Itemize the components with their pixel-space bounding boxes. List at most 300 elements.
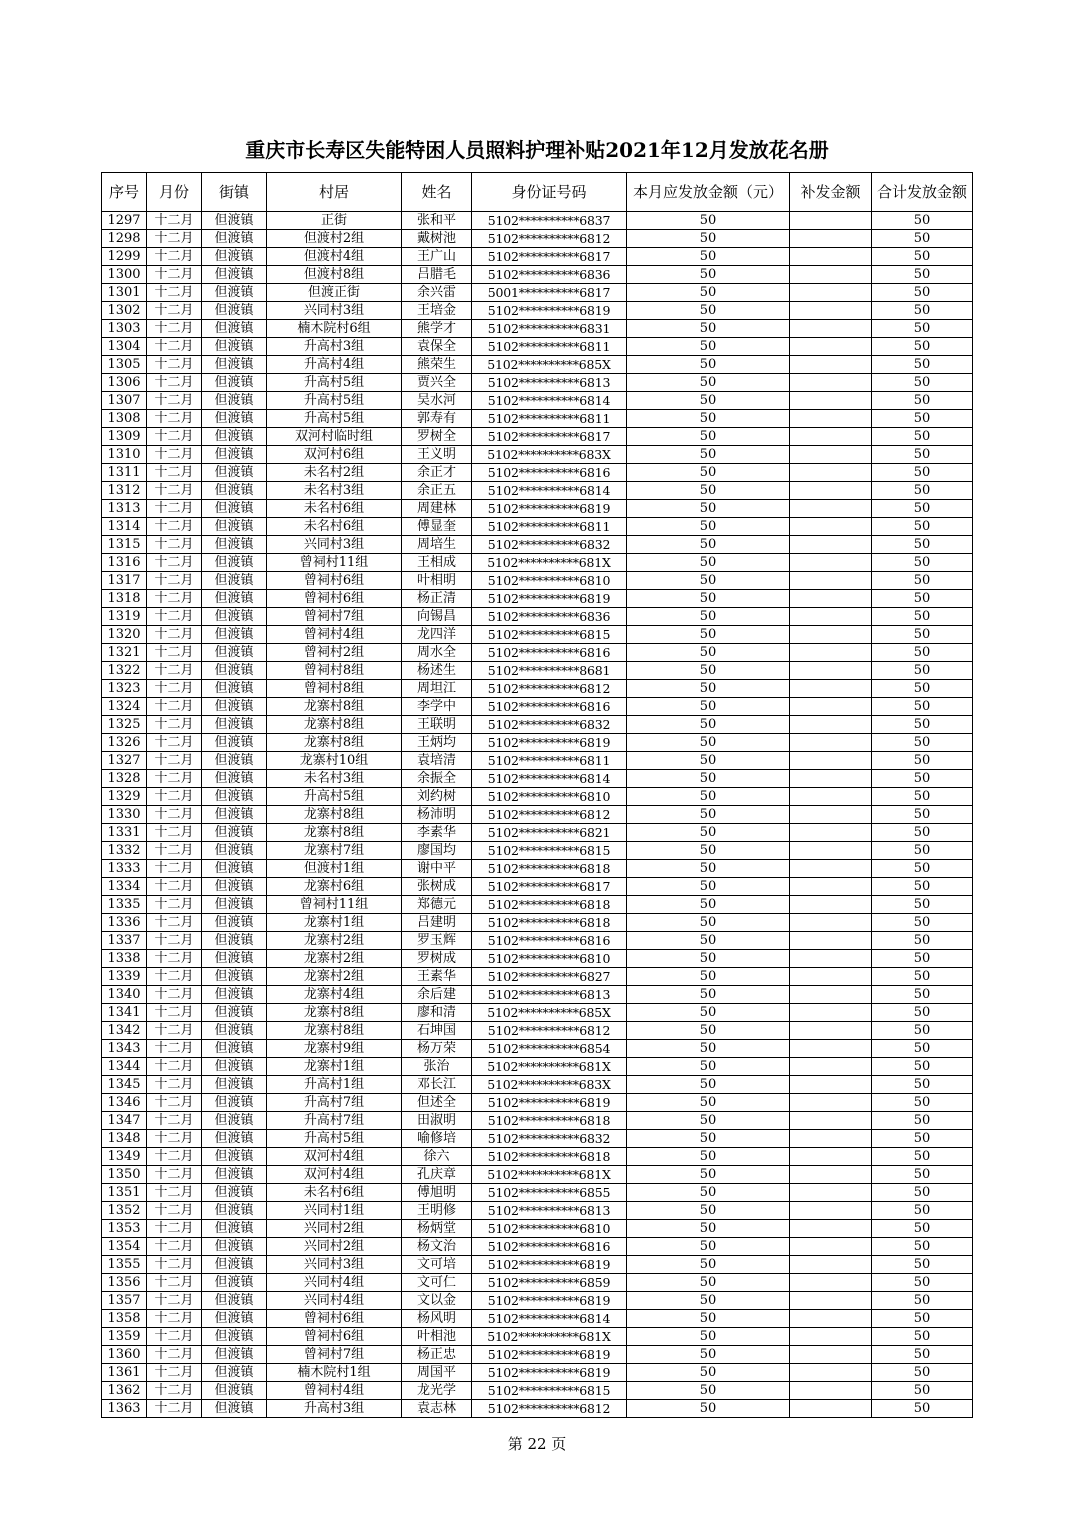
- cell-month: 十二月: [147, 374, 202, 392]
- cell-name: 郭寿有: [402, 410, 472, 428]
- cell-seq: 1344: [102, 1058, 147, 1076]
- cell-total: 50: [872, 428, 973, 446]
- cell-month: 十二月: [147, 716, 202, 734]
- cell-month: 十二月: [147, 896, 202, 914]
- cell-amount-due: 50: [627, 608, 790, 626]
- cell-amount-due: 50: [627, 716, 790, 734]
- cell-amount-due: 50: [627, 1004, 790, 1022]
- cell-town: 但渡镇: [202, 1292, 267, 1310]
- cell-amount-due: 50: [627, 1202, 790, 1220]
- cell-total: 50: [872, 1094, 973, 1112]
- cell-total: 50: [872, 644, 973, 662]
- cell-supplement: [790, 644, 872, 662]
- cell-town: 但渡镇: [202, 608, 267, 626]
- cell-supplement: [790, 824, 872, 842]
- cell-village: 曾祠村7组: [267, 608, 402, 626]
- cell-name: 王明修: [402, 1202, 472, 1220]
- cell-supplement: [790, 1058, 872, 1076]
- cell-month: 十二月: [147, 914, 202, 932]
- table-row: [102, 266, 973, 284]
- table-row: [102, 824, 973, 842]
- cell-total: 50: [872, 338, 973, 356]
- cell-amount-due: 50: [627, 878, 790, 896]
- header-town: 街镇: [202, 173, 267, 212]
- cell-month: 十二月: [147, 392, 202, 410]
- cell-supplement: [790, 896, 872, 914]
- cell-town: 但渡镇: [202, 968, 267, 986]
- table-row: [102, 770, 973, 788]
- cell-total: 50: [872, 914, 973, 932]
- cell-village: 双河村6组: [267, 446, 402, 464]
- cell-id-number: 5102**********6819: [472, 1256, 627, 1274]
- cell-month: 十二月: [147, 842, 202, 860]
- cell-seq: 1339: [102, 968, 147, 986]
- cell-village: 曾祠村7组: [267, 1346, 402, 1364]
- cell-amount-due: 50: [627, 1220, 790, 1238]
- cell-amount-due: 50: [627, 662, 790, 680]
- cell-seq: 1320: [102, 626, 147, 644]
- cell-village: 未名村3组: [267, 770, 402, 788]
- cell-id-number: 5102**********6811: [472, 518, 627, 536]
- cell-amount-due: 50: [627, 284, 790, 302]
- cell-name: 周培生: [402, 536, 472, 554]
- cell-id-number: 5102**********6816: [472, 464, 627, 482]
- cell-town: 但渡镇: [202, 1058, 267, 1076]
- cell-name: 余正才: [402, 464, 472, 482]
- cell-town: 但渡镇: [202, 1382, 267, 1400]
- cell-total: 50: [872, 1220, 973, 1238]
- cell-supplement: [790, 752, 872, 770]
- cell-total: 50: [872, 320, 973, 338]
- cell-total: 50: [872, 1112, 973, 1130]
- cell-amount-due: 50: [627, 914, 790, 932]
- cell-total: 50: [872, 1166, 973, 1184]
- cell-seq: 1308: [102, 410, 147, 428]
- table-row: [102, 1166, 973, 1184]
- cell-total: 50: [872, 734, 973, 752]
- cell-seq: 1362: [102, 1382, 147, 1400]
- cell-supplement: [790, 1328, 872, 1346]
- cell-total: 50: [872, 1058, 973, 1076]
- cell-total: 50: [872, 1238, 973, 1256]
- cell-id-number: 5001**********6817: [472, 284, 627, 302]
- cell-supplement: [790, 698, 872, 716]
- cell-seq: 1304: [102, 338, 147, 356]
- cell-village: 兴同村3组: [267, 536, 402, 554]
- cell-supplement: [790, 284, 872, 302]
- cell-total: 50: [872, 500, 973, 518]
- cell-village: 但渡村8组: [267, 266, 402, 284]
- cell-id-number: 5102**********6812: [472, 230, 627, 248]
- cell-id-number: 5102**********6810: [472, 572, 627, 590]
- cell-town: 但渡镇: [202, 914, 267, 932]
- cell-total: 50: [872, 374, 973, 392]
- cell-name: 谢中平: [402, 860, 472, 878]
- cell-total: 50: [872, 698, 973, 716]
- cell-village: 兴同村3组: [267, 1256, 402, 1274]
- cell-month: 十二月: [147, 320, 202, 338]
- page-number: 第 22 页: [507, 1435, 567, 1453]
- cell-town: 但渡镇: [202, 698, 267, 716]
- cell-id-number: 5102**********681X: [472, 1328, 627, 1346]
- cell-id-number: 5102**********685X: [472, 356, 627, 374]
- table-row: [102, 482, 973, 500]
- cell-amount-due: 50: [627, 1274, 790, 1292]
- cell-month: 十二月: [147, 1202, 202, 1220]
- cell-village: 未名村6组: [267, 1184, 402, 1202]
- cell-id-number: 5102**********6817: [472, 878, 627, 896]
- cell-village: 龙寨村10组: [267, 752, 402, 770]
- cell-village: 但渡正街: [267, 284, 402, 302]
- cell-amount-due: 50: [627, 734, 790, 752]
- cell-id-number: 5102**********6812: [472, 1400, 627, 1418]
- cell-id-number: 5102**********6810: [472, 950, 627, 968]
- header-amount-due: 本月应发放金额（元）: [627, 173, 790, 212]
- cell-seq: 1338: [102, 950, 147, 968]
- cell-name: 吕腊毛: [402, 266, 472, 284]
- cell-town: 但渡镇: [202, 1346, 267, 1364]
- cell-town: 但渡镇: [202, 230, 267, 248]
- cell-name: 王广山: [402, 248, 472, 266]
- cell-amount-due: 50: [627, 1256, 790, 1274]
- cell-total: 50: [872, 1130, 973, 1148]
- cell-id-number: 5102**********6814: [472, 770, 627, 788]
- cell-id-number: 5102**********6811: [472, 752, 627, 770]
- table-row: [102, 1184, 973, 1202]
- cell-total: 50: [872, 302, 973, 320]
- cell-seq: 1302: [102, 302, 147, 320]
- cell-town: 但渡镇: [202, 734, 267, 752]
- cell-amount-due: 50: [627, 968, 790, 986]
- cell-town: 但渡镇: [202, 338, 267, 356]
- cell-name: 傅旭明: [402, 1184, 472, 1202]
- cell-name: 郑德元: [402, 896, 472, 914]
- cell-amount-due: 50: [627, 824, 790, 842]
- cell-town: 但渡镇: [202, 770, 267, 788]
- cell-village: 龙寨村2组: [267, 950, 402, 968]
- cell-village: 未名村6组: [267, 500, 402, 518]
- cell-village: 升高村5组: [267, 410, 402, 428]
- cell-id-number: 5102**********6815: [472, 626, 627, 644]
- cell-supplement: [790, 1004, 872, 1022]
- table-row: [102, 374, 973, 392]
- cell-month: 十二月: [147, 212, 202, 230]
- cell-supplement: [790, 608, 872, 626]
- table-row: [102, 446, 973, 464]
- cell-month: 十二月: [147, 752, 202, 770]
- cell-total: 50: [872, 1076, 973, 1094]
- cell-month: 十二月: [147, 662, 202, 680]
- cell-seq: 1360: [102, 1346, 147, 1364]
- cell-total: 50: [872, 788, 973, 806]
- cell-village: 曾祠村4组: [267, 626, 402, 644]
- table-body: [102, 212, 973, 1418]
- cell-id-number: 5102**********6811: [472, 338, 627, 356]
- cell-month: 十二月: [147, 266, 202, 284]
- table-row: [102, 1238, 973, 1256]
- cell-month: 十二月: [147, 788, 202, 806]
- cell-id-number: 5102**********6818: [472, 1112, 627, 1130]
- cell-town: 但渡镇: [202, 266, 267, 284]
- cell-month: 十二月: [147, 590, 202, 608]
- cell-village: 升高村3组: [267, 1400, 402, 1418]
- cell-name: 李学中: [402, 698, 472, 716]
- cell-village: 龙寨村2组: [267, 932, 402, 950]
- cell-month: 十二月: [147, 428, 202, 446]
- cell-supplement: [790, 410, 872, 428]
- table-row: [102, 338, 973, 356]
- cell-month: 十二月: [147, 1292, 202, 1310]
- cell-name: 杨风明: [402, 1310, 472, 1328]
- cell-month: 十二月: [147, 338, 202, 356]
- table-row: [102, 1148, 973, 1166]
- table-row: [102, 392, 973, 410]
- cell-id-number: 5102**********6813: [472, 986, 627, 1004]
- cell-village: 双河村4组: [267, 1166, 402, 1184]
- cell-village: 龙寨村1组: [267, 914, 402, 932]
- table-row: [102, 248, 973, 266]
- cell-village: 曾祠村2组: [267, 644, 402, 662]
- cell-name: 吕建明: [402, 914, 472, 932]
- cell-month: 十二月: [147, 1148, 202, 1166]
- cell-total: 50: [872, 860, 973, 878]
- cell-total: 50: [872, 1364, 973, 1382]
- cell-id-number: 5102**********6816: [472, 932, 627, 950]
- cell-month: 十二月: [147, 878, 202, 896]
- cell-supplement: [790, 986, 872, 1004]
- header-village: 村居: [267, 173, 402, 212]
- table-row: [102, 1382, 973, 1400]
- cell-seq: 1319: [102, 608, 147, 626]
- cell-supplement: [790, 788, 872, 806]
- cell-seq: 1331: [102, 824, 147, 842]
- cell-total: 50: [872, 1022, 973, 1040]
- cell-amount-due: 50: [627, 752, 790, 770]
- cell-id-number: 5102**********6827: [472, 968, 627, 986]
- cell-town: 但渡镇: [202, 680, 267, 698]
- cell-town: 但渡镇: [202, 320, 267, 338]
- cell-supplement: [790, 1148, 872, 1166]
- cell-total: 50: [872, 806, 973, 824]
- cell-amount-due: 50: [627, 302, 790, 320]
- cell-supplement: [790, 1022, 872, 1040]
- cell-month: 十二月: [147, 1274, 202, 1292]
- cell-month: 十二月: [147, 1040, 202, 1058]
- cell-town: 但渡镇: [202, 1040, 267, 1058]
- cell-town: 但渡镇: [202, 1004, 267, 1022]
- cell-seq: 1321: [102, 644, 147, 662]
- cell-name: 张治: [402, 1058, 472, 1076]
- table-row: [102, 518, 973, 536]
- cell-seq: 1299: [102, 248, 147, 266]
- cell-town: 但渡镇: [202, 248, 267, 266]
- cell-id-number: 5102**********6817: [472, 428, 627, 446]
- cell-village: 龙寨村8组: [267, 734, 402, 752]
- cell-name: 熊学才: [402, 320, 472, 338]
- cell-supplement: [790, 734, 872, 752]
- cell-total: 50: [872, 986, 973, 1004]
- cell-supplement: [790, 680, 872, 698]
- cell-town: 但渡镇: [202, 392, 267, 410]
- cell-id-number: 5102**********6819: [472, 1346, 627, 1364]
- cell-name: 余振全: [402, 770, 472, 788]
- cell-town: 但渡镇: [202, 626, 267, 644]
- cell-total: 50: [872, 1184, 973, 1202]
- cell-name: 王培金: [402, 302, 472, 320]
- cell-month: 十二月: [147, 680, 202, 698]
- cell-id-number: 5102**********6819: [472, 1364, 627, 1382]
- cell-amount-due: 50: [627, 1166, 790, 1184]
- cell-supplement: [790, 446, 872, 464]
- cell-name: 叶相池: [402, 1328, 472, 1346]
- cell-name: 戴树池: [402, 230, 472, 248]
- cell-village: 龙寨村8组: [267, 698, 402, 716]
- cell-seq: 1357: [102, 1292, 147, 1310]
- cell-month: 十二月: [147, 1076, 202, 1094]
- cell-month: 十二月: [147, 986, 202, 1004]
- cell-amount-due: 50: [627, 428, 790, 446]
- cell-village: 但渡村2组: [267, 230, 402, 248]
- cell-id-number: 5102**********6819: [472, 500, 627, 518]
- table-row: [102, 428, 973, 446]
- cell-village: 楠木院村6组: [267, 320, 402, 338]
- cell-seq: 1316: [102, 554, 147, 572]
- cell-town: 但渡镇: [202, 1328, 267, 1346]
- cell-village: 升高村5组: [267, 392, 402, 410]
- cell-total: 50: [872, 770, 973, 788]
- cell-amount-due: 50: [627, 590, 790, 608]
- cell-seq: 1310: [102, 446, 147, 464]
- cell-town: 但渡镇: [202, 806, 267, 824]
- cell-total: 50: [872, 392, 973, 410]
- cell-amount-due: 50: [627, 1184, 790, 1202]
- cell-total: 50: [872, 662, 973, 680]
- cell-town: 但渡镇: [202, 1274, 267, 1292]
- table-row: [102, 788, 973, 806]
- cell-town: 但渡镇: [202, 860, 267, 878]
- cell-supplement: [790, 1400, 872, 1418]
- cell-total: 50: [872, 1004, 973, 1022]
- cell-town: 但渡镇: [202, 1238, 267, 1256]
- cell-amount-due: 50: [627, 950, 790, 968]
- cell-month: 十二月: [147, 1328, 202, 1346]
- table-row: [102, 716, 973, 734]
- cell-supplement: [790, 806, 872, 824]
- cell-village: 兴同村4组: [267, 1292, 402, 1310]
- table-row: [102, 1220, 973, 1238]
- cell-month: 十二月: [147, 1094, 202, 1112]
- cell-town: 但渡镇: [202, 518, 267, 536]
- cell-village: 升高村7组: [267, 1094, 402, 1112]
- cell-seq: 1347: [102, 1112, 147, 1130]
- cell-town: 但渡镇: [202, 824, 267, 842]
- cell-seq: 1343: [102, 1040, 147, 1058]
- table-row: [102, 572, 973, 590]
- header-id-number: 身份证号码: [472, 173, 627, 212]
- cell-seq: 1306: [102, 374, 147, 392]
- cell-id-number: 5102**********6819: [472, 1094, 627, 1112]
- cell-total: 50: [872, 518, 973, 536]
- cell-month: 十二月: [147, 536, 202, 554]
- cell-seq: 1300: [102, 266, 147, 284]
- cell-amount-due: 50: [627, 986, 790, 1004]
- cell-name: 喻修培: [402, 1130, 472, 1148]
- header-month: 月份: [147, 173, 202, 212]
- cell-name: 王义明: [402, 446, 472, 464]
- cell-name: 余后建: [402, 986, 472, 1004]
- header-seq: 序号: [102, 173, 147, 212]
- table-row: [102, 410, 973, 428]
- cell-town: 但渡镇: [202, 410, 267, 428]
- cell-village: 升高村5组: [267, 374, 402, 392]
- cell-total: 50: [872, 1256, 973, 1274]
- cell-amount-due: 50: [627, 230, 790, 248]
- cell-total: 50: [872, 1328, 973, 1346]
- cell-name: 周水全: [402, 644, 472, 662]
- cell-id-number: 5102**********6810: [472, 788, 627, 806]
- cell-amount-due: 50: [627, 644, 790, 662]
- cell-seq: 1337: [102, 932, 147, 950]
- cell-id-number: 5102**********6832: [472, 1130, 627, 1148]
- table-row: [102, 212, 973, 230]
- document-title: 重庆市长寿区失能特困人员照料护理补贴2021年12月发放花名册: [245, 138, 829, 162]
- cell-seq: 1314: [102, 518, 147, 536]
- cell-amount-due: 50: [627, 626, 790, 644]
- cell-supplement: [790, 212, 872, 230]
- cell-name: 文以金: [402, 1292, 472, 1310]
- cell-seq: 1322: [102, 662, 147, 680]
- cell-name: 张和平: [402, 212, 472, 230]
- cell-amount-due: 50: [627, 1238, 790, 1256]
- table-row: [102, 752, 973, 770]
- cell-village: 龙寨村8组: [267, 806, 402, 824]
- cell-town: 但渡镇: [202, 1094, 267, 1112]
- cell-town: 但渡镇: [202, 752, 267, 770]
- cell-id-number: 5102**********683X: [472, 1076, 627, 1094]
- cell-name: 田淑明: [402, 1112, 472, 1130]
- cell-supplement: [790, 320, 872, 338]
- cell-seq: 1318: [102, 590, 147, 608]
- cell-seq: 1341: [102, 1004, 147, 1022]
- table-row: [102, 1094, 973, 1112]
- cell-name: 袁保全: [402, 338, 472, 356]
- table-row: [102, 1328, 973, 1346]
- cell-amount-due: 50: [627, 1328, 790, 1346]
- cell-amount-due: 50: [627, 356, 790, 374]
- cell-village: 曾祠村11组: [267, 554, 402, 572]
- cell-supplement: [790, 1220, 872, 1238]
- cell-id-number: 5102**********6818: [472, 860, 627, 878]
- cell-month: 十二月: [147, 1130, 202, 1148]
- cell-seq: 1354: [102, 1238, 147, 1256]
- cell-name: 杨文治: [402, 1238, 472, 1256]
- cell-id-number: 5102**********6821: [472, 824, 627, 842]
- cell-village: 升高村3组: [267, 338, 402, 356]
- cell-seq: 1351: [102, 1184, 147, 1202]
- cell-id-number: 5102**********6819: [472, 590, 627, 608]
- cell-id-number: 5102**********6814: [472, 392, 627, 410]
- cell-id-number: 5102**********6818: [472, 896, 627, 914]
- cell-supplement: [790, 1346, 872, 1364]
- cell-amount-due: 50: [627, 554, 790, 572]
- cell-town: 但渡镇: [202, 482, 267, 500]
- cell-village: 但渡村4组: [267, 248, 402, 266]
- cell-amount-due: 50: [627, 212, 790, 230]
- cell-village: 曾祠村6组: [267, 590, 402, 608]
- cell-name: 刘约树: [402, 788, 472, 806]
- cell-month: 十二月: [147, 482, 202, 500]
- table-row: [102, 986, 973, 1004]
